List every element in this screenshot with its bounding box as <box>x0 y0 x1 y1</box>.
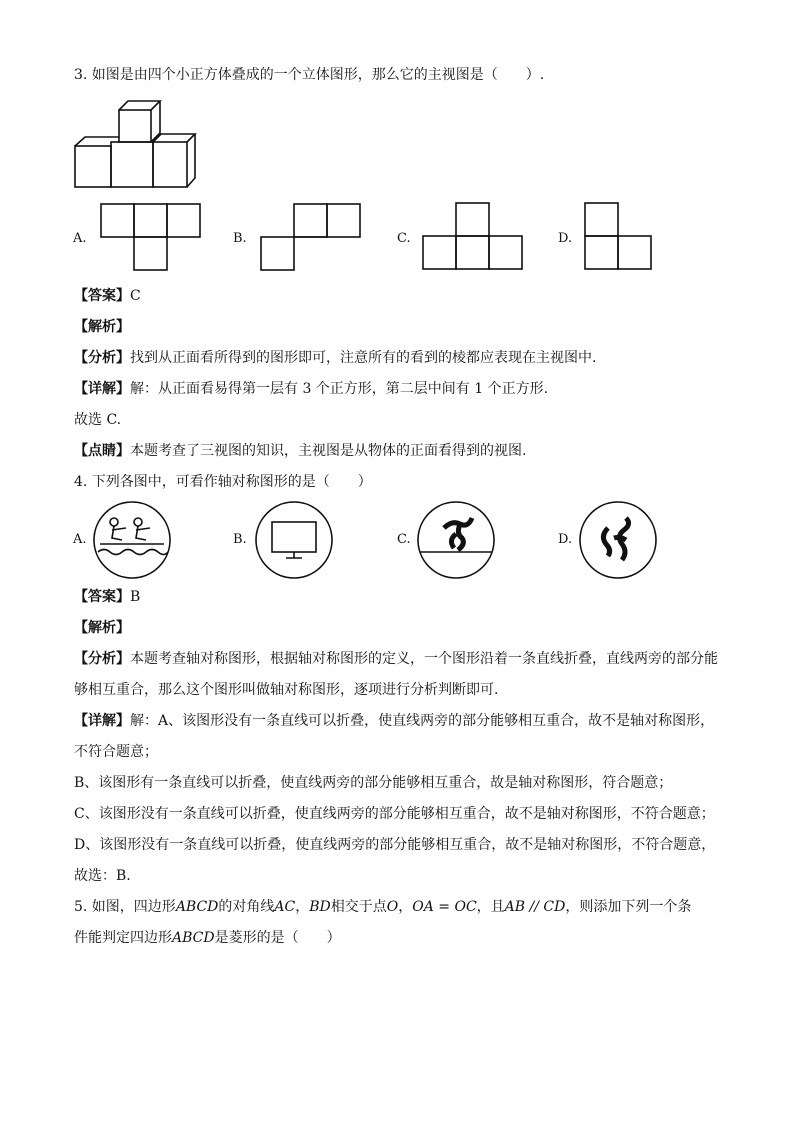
xiangjie-text: 解：A、该图形没有一条直线可以折叠，使直线两旁的部分能够相互重合，故不是轴对称图形， <box>130 713 715 729</box>
rowing-icon <box>92 500 172 580</box>
q5-text: ， <box>295 899 310 915</box>
q3-guxuan: 故选 C. <box>74 412 122 428</box>
q3-answer <box>74 287 141 305</box>
q5-math: O <box>386 899 399 915</box>
q5-math: BD <box>309 899 331 915</box>
q5-text: 的对角线 <box>218 899 275 915</box>
fenxi-text: 找到从正面看所得到的图形即可，注意所有的看到的棱都应表现在主视图中. <box>130 350 597 366</box>
cube-right-side <box>187 134 195 187</box>
fenxi-text: 本题考查轴对称图形，根据轴对称图形的定义，一个图形沿着一条直线折叠，直线两旁的部分能 <box>130 651 718 667</box>
q5-text: ， <box>398 899 413 915</box>
q4-line-d: D、该图形没有一条直线可以折叠，使直线两旁的部分能够相互重合，故不是轴对称图形，不符合题意， <box>74 837 716 853</box>
q3-option-d-figure <box>584 202 654 272</box>
q5-math: OA = OC <box>412 899 477 915</box>
q3-option-a-figure <box>100 203 202 273</box>
answer-tag: 【答案】 <box>74 589 130 605</box>
monitor-icon <box>254 500 334 580</box>
q5-stem-line2 <box>74 929 341 947</box>
q5-text: 是菱形的是（ ） <box>214 930 341 946</box>
q4-fenxi-line1 <box>74 650 718 668</box>
cube-mid-front <box>111 142 153 187</box>
q3-option-c-figure <box>422 202 524 272</box>
q3-option-d-label: D. <box>558 231 573 246</box>
q4-option-c-label: C. <box>397 532 411 547</box>
answer-tag: 【答案】 <box>74 288 130 304</box>
q4-line-c: C、该图形没有一条直线可以折叠，使直线两旁的部分能够相互重合，故不是轴对称图形，不符合题意； <box>74 806 715 822</box>
q4-xiangjie-line1 <box>74 712 714 730</box>
fenxi-tag: 【分析】 <box>74 651 130 667</box>
answer-value: C <box>130 288 141 304</box>
q3-option-b-label: B. <box>233 231 247 246</box>
q4-jiexi: 【解析】 <box>74 620 130 636</box>
q3-option-a-label: A. <box>73 231 87 246</box>
q5-math: AB // CD <box>504 899 566 915</box>
q5-math: AC <box>274 899 296 915</box>
q4-guxuan: 故选：B. <box>74 868 131 884</box>
fenxi-tag: 【分析】 <box>74 350 130 366</box>
q3-xiangjie <box>74 380 548 398</box>
q4-option-b-label: B. <box>233 532 247 547</box>
cube-right-top <box>153 134 195 142</box>
q4-line-b: B、该图形有一条直线可以折叠，使直线两旁的部分能够相互重合，故是轴对称图形，符合题意； <box>74 775 673 791</box>
dianjing-tag: 【点睛】 <box>74 443 130 459</box>
q3-option-b-figure <box>260 203 362 273</box>
q4-answer <box>74 588 140 606</box>
q5-stem-line1 <box>74 898 691 916</box>
q5-text: 相交于点 <box>330 899 387 915</box>
q5-text: ，且 <box>476 899 505 915</box>
q3-cube-figure <box>72 100 202 192</box>
q4-xiangjie-line2: 不符合题意； <box>74 744 158 760</box>
q4-fenxi-line2: 够相互重合，那么这个图形叫做轴对称图形，逐项进行分析判断即可. <box>74 682 499 698</box>
q4-option-d-label: D. <box>558 532 573 547</box>
xiangjie-text: 解：从正面看易得第一层有 3 个正方形，第二层中间有 1 个正方形. <box>130 381 549 397</box>
q4-stem: 4. 下列各图中，可看作轴对称图形的是（ ） <box>74 474 372 490</box>
cube-right-front <box>153 142 187 187</box>
q3-stem: 3. 如图是由四个小正方体叠成的一个立体图形，那么它的主视图是（ ）. <box>74 67 545 83</box>
q5-text: ，则添加下列一个条 <box>565 899 692 915</box>
q5-math: ABCD <box>172 930 215 946</box>
dianjing-text: 本题考查了三视图的知识，主视图是从物体的正面看得到的视图. <box>130 443 527 459</box>
q3-dianjing <box>74 442 526 460</box>
q3-option-c-label: C. <box>397 231 411 246</box>
answer-value: B <box>130 589 141 605</box>
q5-text: 件能判定四边形 <box>74 930 172 946</box>
dancer-icon <box>416 500 496 580</box>
q3-jiexi: 【解析】 <box>74 319 130 335</box>
gymnast-icon <box>578 500 658 580</box>
xiangjie-tag: 【详解】 <box>74 381 130 397</box>
q5-math: ABCD <box>175 899 219 915</box>
cube-top-top <box>119 101 160 110</box>
q3-fenxi <box>74 349 596 367</box>
cube-left-front <box>75 146 111 187</box>
q5-text: 5. 如图，四边形 <box>74 899 176 915</box>
q4-option-a-label: A. <box>73 532 87 547</box>
cube-top-front <box>119 110 151 142</box>
xiangjie-tag: 【详解】 <box>74 713 130 729</box>
